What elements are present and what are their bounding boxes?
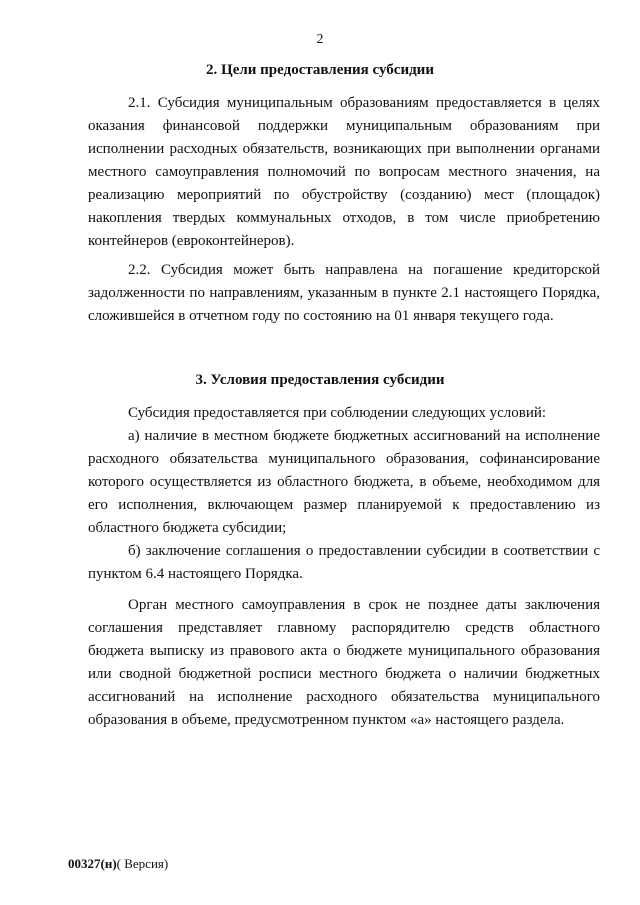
paragraph-organ: Орган местного самоуправления в срок не позднее даты заключения соглашения представляет главному распорядителю средств областного бюджета выписку из правового акта о бюджете муниципального образования или сводной бюджетной росписи местного бюджета о наличии бюджетных ассигнований на исполнение расходного обязательства муниципального образования в объеме, предусмотренном пунктом «а» настоящего раздела. — [88, 597, 600, 728]
paragraph-2-1: 2.1. Субсидия муниципальным образованиям предоставляется в целях оказания финансовой поддержки муниципальным образованиям при исполнении расходных обязательств, возникающих при выполнении органами местного самоуправления полномочий по вопросам местного значения, на реализацию мероприятий по обустройству (созданию) мест (площадок) накопления твердых коммунальных отходов, в том числе приобретению контейнеров (евроконтейнеров). — [88, 95, 600, 249]
document-code: 00327(н) — [68, 856, 117, 871]
section-3-heading: 3. Условия предоставления субсидии — [195, 372, 445, 388]
condition-b: б) заключение соглашения о предоставлении субсидии в соответствии с пунктом 6.4 настоящего Порядка. — [88, 543, 600, 582]
section-2-heading: 2. Цели предоставления субсидии — [206, 62, 434, 78]
document-version: ( Версия) — [116, 856, 169, 871]
page-number: 2 — [316, 32, 324, 47]
section-2-body — [88, 92, 600, 328]
section-3-body — [88, 402, 600, 732]
document-footer — [68, 856, 168, 872]
condition-a: а) наличие в местном бюджете бюджетных ассигнований на исполнение расходного обязательства муниципального образования, софинансирование которого осуществляется из областного бюджета, в объеме, необходимом для его исполнения, включающем размер планируемой к предоставлению из областного бюджета субсидии; — [88, 428, 600, 536]
paragraph-2-2: 2.2. Субсидия может быть направлена на погашение кредиторской задолженности по направлениям, указанным в пункте 2.1 настоящего Порядка, сложившейся в отчетном году по состоянию на 01 января текущего года. — [88, 262, 600, 324]
conditions-intro: Субсидия предоставляется при соблюдении следующих условий: — [128, 405, 547, 421]
